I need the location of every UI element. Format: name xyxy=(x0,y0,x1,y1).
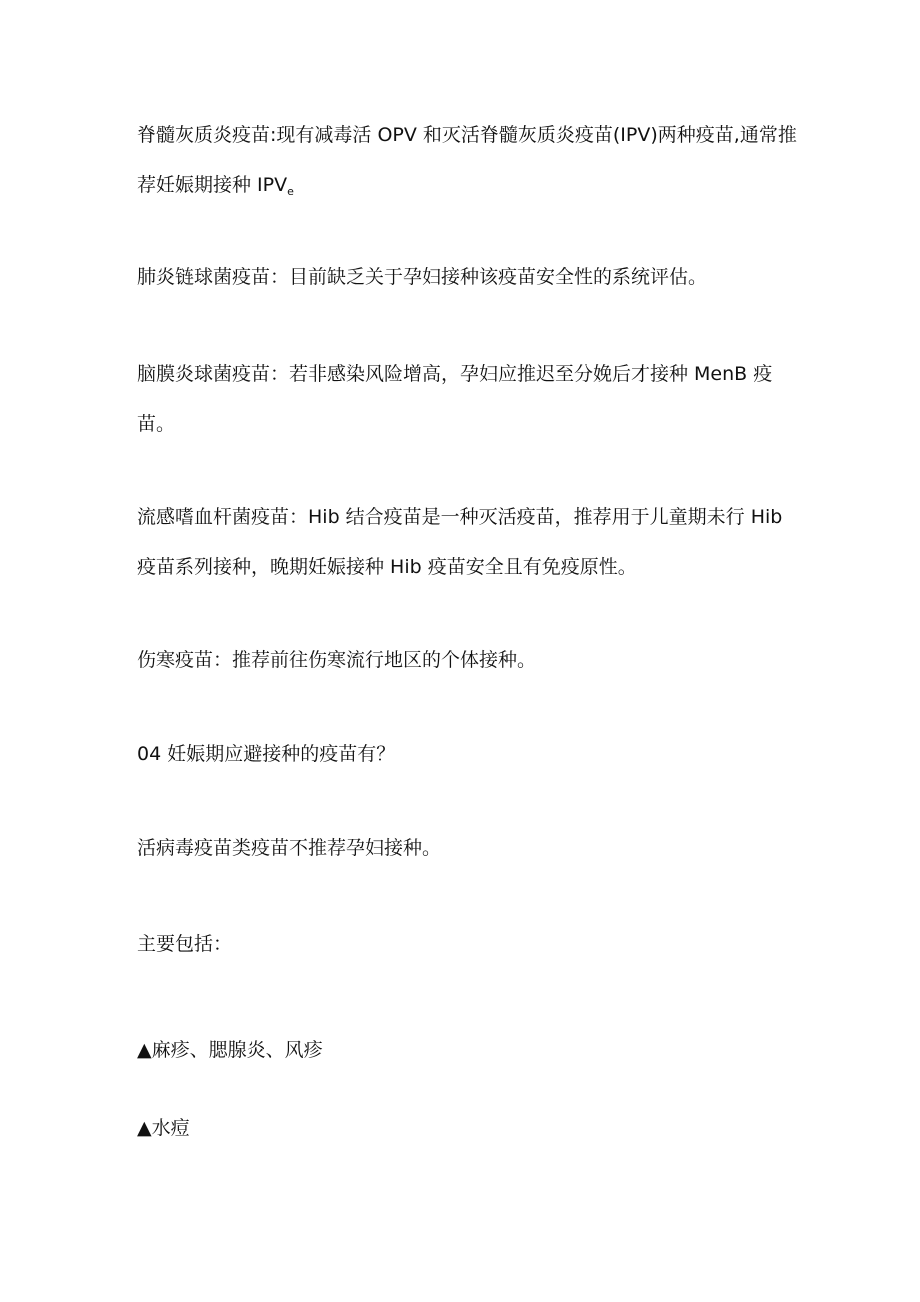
polio-line2-text: 荐妊娠期接种 IPV xyxy=(137,174,288,196)
polio-paragraph-line1: 脊髓灰质炎疫苗:现有减毒活 OPV 和灭活脊髓灰质炎疫苗(IPV)两种疫苗,通常推 xyxy=(137,124,797,146)
hib-paragraph-line2: 疫苗系列接种，晚期妊娠接种 Hib 疫苗安全且有免疫原性。 xyxy=(137,556,637,578)
meningococcal-paragraph-line1: 脑膜炎球菌疫苗：若非感染风险增高，孕妇应推迟至分娩后才接种 MenB 疫 xyxy=(137,363,773,385)
polio-line2-suffix: e xyxy=(287,185,294,198)
pneumococcal-paragraph: 肺炎链球菌疫苗：目前缺乏关于孕妇接种该疫苗安全性的系统评估。 xyxy=(137,266,708,288)
section-heading: 04 妊娠期应避接种的疫苗有？ xyxy=(137,743,396,765)
bullet-varicella: ▲水痘 xyxy=(137,1117,190,1139)
live-vaccines-paragraph: 活病毒疫苗类疫苗不推荐孕妇接种。 xyxy=(137,837,442,859)
hib-paragraph-line1: 流感嗜血杆菌疫苗：Hib 结合疫苗是一种灭活疫苗，推荐用于儿童期未行 Hib xyxy=(137,506,783,528)
meningococcal-paragraph-line2: 苗。 xyxy=(137,413,176,435)
polio-paragraph-line2 xyxy=(137,160,797,217)
bullet-mmr: ▲麻疹、腮腺炎、风疹 xyxy=(137,1039,323,1061)
typhoid-paragraph: 伤寒疫苗：推荐前往伤寒流行地区的个体接种。 xyxy=(137,649,537,671)
main-include-label: 主要包括： xyxy=(137,933,233,955)
